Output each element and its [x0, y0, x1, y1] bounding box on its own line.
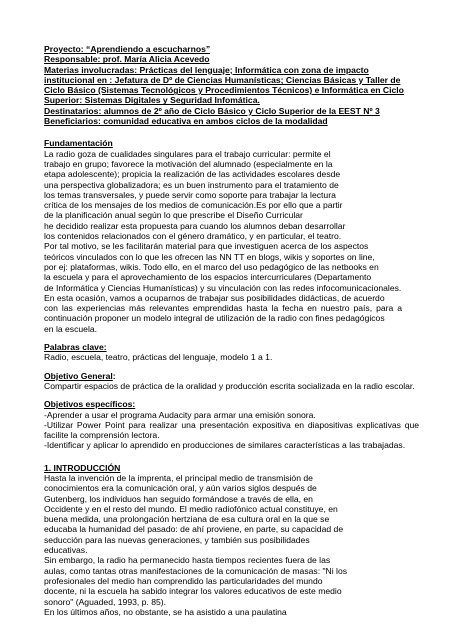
paragraph-line: trabajo en grupo; favorece la motivación del alumnado (especialmente en la: [44, 158, 333, 169]
introduction-section: [44, 463, 412, 617]
fundamentacion-section: [44, 138, 412, 334]
paragraph-line: En los últimos años, no obstante, se ha asistido a una paulatina: [44, 606, 287, 617]
paragraph-line: de Informática y Ciencias Humanísticas) y su vinculación con las redes infocomunicacionales.: [44, 282, 402, 293]
paragraph-line: educativas.: [44, 545, 88, 556]
paragraph-line: buena medida, una prolongación hertziana de esa cultura oral en la que se: [44, 514, 330, 525]
responsible-line: Responsable: prof. María Alicia Acevedo: [44, 54, 210, 65]
subjects-line-4: Superior: Sistemas Digitales y Seguridad Infomática.: [44, 95, 260, 106]
paragraph-line: aulas, como tantas otras manifestaciones de la comunicación de masas: "Ni los: [44, 565, 348, 576]
project-header: [44, 44, 412, 126]
paragraph-line: en la escuela.: [44, 323, 98, 334]
specific-objectives-section: [44, 399, 420, 451]
keywords-section: [44, 342, 412, 363]
paragraph-line: he decidido realizar esta propuesta para cuando los alumnos deban desarrollar: [44, 220, 346, 231]
paragraph-line: los temas transversales, y puede servir como soporte para trabajar la lectura: [44, 189, 336, 200]
paragraph-line: crítica de los mensajes de los medios de comunicación.Es por ello que a partir: [44, 200, 343, 211]
objective-item: facilite la comprensión lectora.: [44, 430, 160, 441]
paragraph-line: la escuela y para el aprovechamiento de los espacios intercurriculares (Departamento: [44, 272, 372, 283]
objective-item: -Aprender a usar el programa Audacity para armar una emisión sonora.: [44, 409, 316, 420]
subjects-line-3: Ciclo Básico (Sistemas Tecnológicos y Procedimientos Técnicos) e Informática en Ciclo: [44, 85, 404, 96]
subjects-line-2: institucional en : Jefatura de Dº de Ciencias Humanísticas; Ciencias Básicas y Taller de: [44, 74, 401, 85]
keywords-heading: Palabras clave:: [44, 342, 107, 353]
paragraph-line: de la planificación anual según lo que prescribe el Diseño Curricular: [44, 210, 303, 221]
paragraph-line: profesionales del medio han comprendido las particularidades del mundo: [44, 575, 323, 586]
beneficiaries-line: Beneficiarios: comunidad educativa en ambos ciclos de la modalidad: [44, 116, 328, 127]
objective-item: -Identificar y aplicar lo aprendido en producciones de similares características a las trabajadas.: [44, 440, 406, 451]
paragraph-line: Sin embargo, la radio ha permanecido hasta tiempos recientes fuera de las: [44, 555, 331, 566]
keywords-text: Radio, escuela, teatro, prácticas del lenguaje, modelo 1 a 1.: [44, 352, 273, 363]
paragraph-line: Gutenberg, los individuos han seguido formándose a través de ella, en: [44, 493, 313, 504]
paragraph-line: por ej: plataformas, wikis. Todo ello, en el marco del uso pedagógico de las netbooks en: [44, 261, 379, 272]
paragraph-line: educaba la humanidad del pasado: de ahí proviene, en parte, su capacidad de: [44, 524, 344, 535]
paragraph-line: con las experiencias más relevantes emprendidas hasta la fecha en nuestro país, para a: [44, 303, 403, 314]
specific-objectives-heading: Objetivos específicos:: [44, 399, 136, 410]
paragraph-line: Por tal motivo, se les facilitarán material para que investiguen acerca de los aspectos: [44, 241, 369, 252]
paragraph-line: los contenidos relacionados con el género dramático, y en particular, el teatro.: [44, 231, 342, 242]
paragraph-line: Hasta la invención de la imprenta, el principal medio de transmisión de: [44, 472, 313, 483]
paragraph-line: sonoro" (Aguaded, 1993, p. 85).: [44, 596, 167, 607]
subjects-line-1: Materias involucradas: Prácticas del lenguaje; Informática con zona de impacto: [44, 64, 369, 75]
general-objective-heading: Objetivo General: [44, 370, 113, 381]
paragraph-line: docente, ni la escuela ha sabido integrar los valores educativos de este medio: [44, 586, 342, 597]
project-title: Proyecto: “Aprendiendo a escucharnos”: [44, 44, 211, 54]
objective-item: -Utilizar Power Point para realizar una presentación expositiva en diapositivas explicativas que: [44, 419, 420, 430]
paragraph-line: teóricos vinculados con lo que les ofrecen las NN TT en blogs, wikis y soportes on line,: [44, 251, 375, 262]
introduction-heading: 1. INTRODUCCIÓN: [44, 462, 121, 473]
general-objective-section: [44, 370, 415, 392]
paragraph-line: una perspectiva globalizadora; es un buen instrumento para el tratamiento de: [44, 179, 339, 190]
paragraph-line: La radio goza de cualidades singulares para el trabajo curricular: permite el: [44, 148, 331, 159]
paragraph-line: etapa adolescente); propicia la realización de las actividades escolares desde: [44, 169, 341, 180]
general-objective-colon: :: [112, 370, 116, 381]
general-objective-text: Compartir espacios de práctica de la oralidad y producción escrita socializada en la radio escolar.: [44, 380, 415, 391]
paragraph-line: Occidente y en el resto del mundo. El medio radiofónico actual constituye, en: [44, 503, 338, 514]
fundamentacion-heading: Fundamentación: [44, 138, 113, 149]
paragraph-line: continuación proponer un modelo integral de utilización de la radio con fines pedagógicos: [44, 313, 385, 324]
paragraph-line: seducción para las nuevas generaciones, y también sus posibilidades: [44, 534, 310, 545]
recipients-line: Destinatarios: alumnos de 2º año de Ciclo Básico y Ciclo Superior de la EEST Nº 3: [44, 105, 380, 116]
paragraph-line: En esta ocasión, vamos a ocuparnos de trabajar sus posibilidades didácticas, de acuerdo: [44, 292, 385, 303]
paragraph-line: conocimientos era la comunicación oral, y aún varios siglos después de: [44, 483, 317, 494]
